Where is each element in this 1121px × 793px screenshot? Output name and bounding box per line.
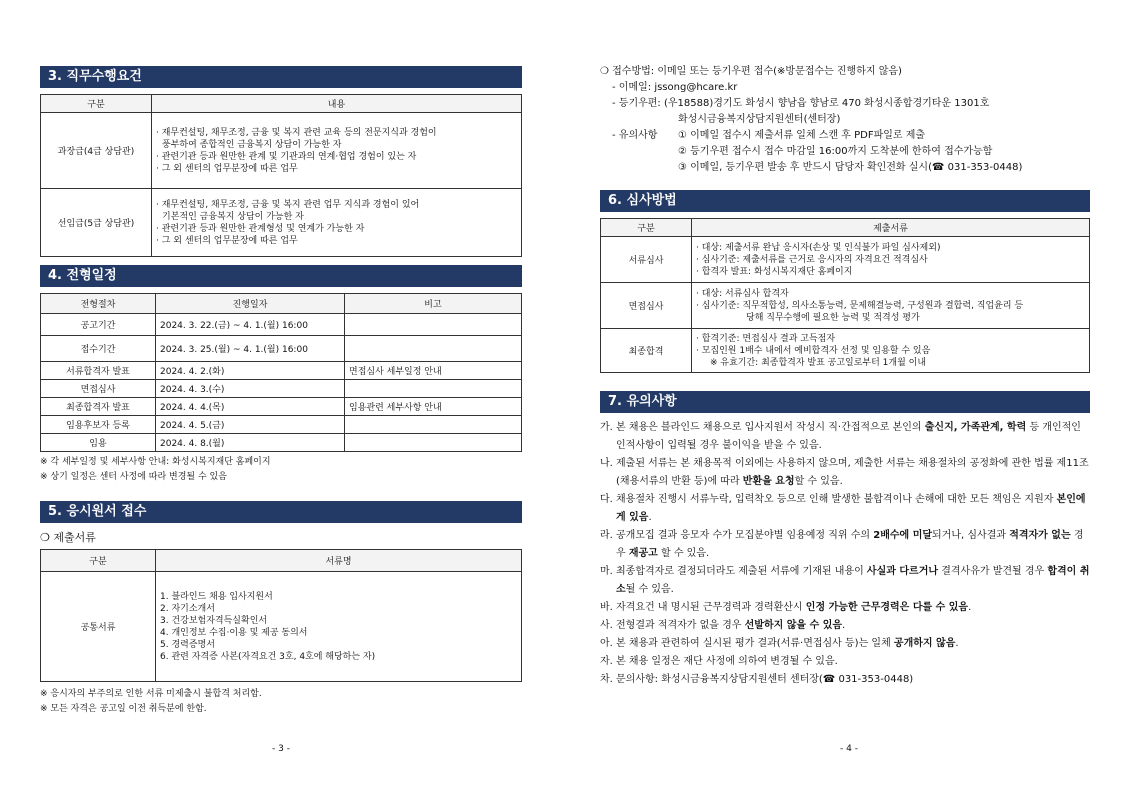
notice-text: 문의사항: 화성시금융복지상담지원센터 센터장(☎ 031-353-0448) bbox=[616, 674, 914, 685]
notice-text: 공개모집 결과 응모자 수가 모집분야별 임용예정 직위 수의 2배수에 미달되거나, 심사결과 적격자가 없는 경우 재공고 할 수 있음. bbox=[616, 530, 1084, 559]
table-row: 서류합격자 발표 2024. 4. 2.(화) 면접심사 세부일정 안내 bbox=[41, 362, 522, 380]
notice-text: 본 채용 일정은 재단 사정에 의하여 변경될 수 있음. bbox=[616, 656, 838, 667]
header-step: 전형절차 bbox=[41, 294, 156, 314]
notice-label: 가. bbox=[600, 422, 613, 433]
notice-text: 자격요건 내 명시된 근무경력과 경력환산시 인정 가능한 근무경력은 다를 수 있음. bbox=[616, 602, 972, 613]
notice-text: 제출된 서류는 본 채용목적 이외에는 사용하지 않으며, 제출한 서류는 채용절차의 공정화에 관한 법률 제11조(채용서류의 반환 등)에 따라 반환을 요청할 수 있음. bbox=[616, 458, 1089, 487]
section-7-title: 7. 유의사항 bbox=[600, 391, 1090, 413]
notice-label: 차. bbox=[600, 674, 613, 685]
document-notes: ※ 응시자의 부주의로 인한 서류 미제출시 불합격 처리함. ※ 모든 자격은 공고일 이전 취득분에 한함. bbox=[40, 689, 262, 714]
notice-item bbox=[600, 599, 1090, 617]
notice-label: 아. bbox=[600, 638, 613, 649]
page-number-4: - 4 - bbox=[840, 744, 858, 754]
table-row: 임용 2024. 4. 8.(월) bbox=[41, 434, 522, 452]
notice-item bbox=[600, 563, 1090, 599]
documents-table bbox=[40, 549, 522, 682]
row-content: · 재무컨설팅, 채무조정, 금융 및 복지 관련 업무 지식과 경험이 있어 기본적인 금융복지 상담이 가능한 자 · 관련기관 등과 원만한 관계형성 및 연계가 가능한 자 · 그 외 센터의 업무분장에 따른 업무 bbox=[152, 189, 522, 257]
header-category: 구분 bbox=[41, 550, 156, 572]
notice-item bbox=[600, 617, 1090, 635]
section-5-title: 5. 응시원서 접수 bbox=[40, 501, 522, 523]
notice-text: 본 채용과 관련하여 실시된 평가 결과(서류·면접심사 등)는 일체 공개하지 않음. bbox=[616, 638, 959, 649]
notice-item bbox=[600, 419, 1090, 455]
schedule-notes: ※ 각 세부일정 및 세부사항 안내: 화성시복지재단 홈페이지 ※ 상기 일정은 센터 사정에 따라 변경될 수 있음 bbox=[40, 457, 271, 482]
submission-method: ❍ 접수방법: 이메일 또는 등기우편 접수(※방문접수는 진행하지 않음) - 이메일: jssong@hcare.kr - 등기우편: (우18588)경기도 화성시 향남읍 향남로 470 화성시종합경기타운 1301호 화성시금융복지상담지원센터(센터장) - 유의사항 ① 이메일 접수시 제출서류 일체 스캔 후 PDF파일로 제출 ② 등기우편 접수시 접수 마감일 16:00까지 도착분에 한하여 접수가능함 ③ 이메일, 등기우편 발송 후 반드시 담당자 확인전화 실시(☎ 031-353-0448) bbox=[600, 66, 1023, 173]
notice-text: 본 채용은 블라인드 채용으로 입사지원서 작성시 직·간접적으로 본인의 출신지, 가족관계, 학력 등 개인적인 인적사항이 입력될 경우 불이익을 받을 수 있음. bbox=[616, 422, 1081, 451]
notice-label: 다. bbox=[600, 494, 613, 505]
table-row: 임용후보자 등록 2024. 4. 5.(금) bbox=[41, 416, 522, 434]
table-row: 접수기간 2024. 3. 25.(월) ~ 4. 1.(월) 16:00 bbox=[41, 336, 522, 362]
notice-text: 최종합격자로 결정되더라도 제출된 서류에 기재된 내용이 사실과 다르거나 결격사유가 발견될 경우 합격이 취소될 수 있음. bbox=[616, 566, 1090, 595]
notice-text: 채용절차 진행시 서류누락, 입력착오 등으로 인해 발생한 불합격이나 손해에 대한 모든 책임은 지원자 본인에게 있음. bbox=[616, 494, 1086, 523]
submission-docs-heading: ❍ 제출서류 bbox=[40, 531, 96, 544]
duty-requirements-table bbox=[40, 94, 522, 257]
header-doc-name: 서류명 bbox=[156, 550, 522, 572]
notice-item bbox=[600, 671, 1090, 689]
notice-label: 나. bbox=[600, 458, 613, 469]
page-4 bbox=[600, 0, 1090, 689]
row-content: · 재무컨설팅, 채무조정, 금융 및 복지 관련 교육 등의 전문지식과 경험이 풍부하여 종합적인 금융복지 상담이 가능한 자 · 관련기관 등과 원만한 관계 및 기관과의 연계·협업 경험이 있는 자 · 그 외 센터의 업무분장에 따른 업무 bbox=[152, 113, 522, 189]
notice-item bbox=[600, 527, 1090, 563]
row-label: 서류심사 bbox=[601, 237, 692, 283]
notice-label: 마. bbox=[600, 566, 613, 577]
page-number-3: - 3 - bbox=[272, 744, 290, 754]
header-date: 진행일자 bbox=[156, 294, 345, 314]
section-3-title: 3. 직무수행요건 bbox=[40, 66, 522, 88]
row-label: 최종합격 bbox=[601, 329, 692, 373]
notice-label: 자. bbox=[600, 656, 613, 667]
row-label: 면접심사 bbox=[601, 283, 692, 329]
notice-item bbox=[600, 491, 1090, 527]
table-row: 면접심사 2024. 4. 3.(수) bbox=[41, 380, 522, 398]
notice-label: 라. bbox=[600, 530, 613, 541]
notice-text: 전형결과 적격자가 없을 경우 선발하지 않을 수 있음. bbox=[616, 620, 846, 631]
header-note: 비고 bbox=[345, 294, 522, 314]
table-row: 공고기간 2024. 3. 22.(금) ~ 4. 1.(월) 16:00 bbox=[41, 314, 522, 336]
notice-item bbox=[600, 653, 1090, 671]
notice-label: 사. bbox=[600, 620, 613, 631]
section-6-title: 6. 심사방법 bbox=[600, 190, 1090, 212]
row-label: 과장급(4급 상담관) bbox=[41, 113, 152, 189]
header-category: 구분 bbox=[601, 219, 692, 237]
row-label: 공통서류 bbox=[41, 572, 156, 682]
notice-item bbox=[600, 635, 1090, 653]
header-category: 구분 bbox=[41, 95, 152, 113]
notice-list bbox=[600, 419, 1090, 689]
section-4-title: 4. 전형일정 bbox=[40, 265, 522, 287]
page-3 bbox=[40, 0, 522, 717]
notice-label: 바. bbox=[600, 602, 613, 613]
evaluation-table: 구분 제출서류 서류심사 · 대상: 제출서류 완납 응시자(손상 및 인식불가 파일 심사제외) · 심사기준: 제출서류를 근거로 응시자의 자격요건 적격심사 · 합격자 발표: 화성시복지재단 홈페이지 면접심사 · 대상: 서류심사 합격자 · 심사기준: 직무적합성, 의사소통능력, 문제해결능력, 구성원과 결합력, 직업윤리 등 당해 직무수행에 필요한 능력 및 적격성 평가 최종합격 · 합격기준: 면접심사 결과 고득점자 · 모집인원 1배수 내에서 예비합격자 선정 및 임용할 수 있음 ※ 유효기간: 최종합격자 발표 공고일로부터 1개월 이내 bbox=[600, 218, 1090, 373]
notice-item bbox=[600, 455, 1090, 491]
table-row: 최종합격자 발표 2024. 4. 4.(목) 임용관련 세부사항 안내 bbox=[41, 398, 522, 416]
header-content: 내용 bbox=[152, 95, 522, 113]
row-label: 선임급(5급 상담관) bbox=[41, 189, 152, 257]
schedule-table bbox=[40, 293, 522, 452]
doc-list: 1. 블라인드 채용 입사지원서 2. 자기소개서 3. 건강보험자격득실확인서 4. 개인정보 수집·이용 및 제공 동의서 5. 경력증명서 6. 관련 자격증 사본(자격요건 3호, 4호에 해당하는 자) bbox=[156, 572, 522, 682]
header-docs: 제출서류 bbox=[692, 219, 1090, 237]
